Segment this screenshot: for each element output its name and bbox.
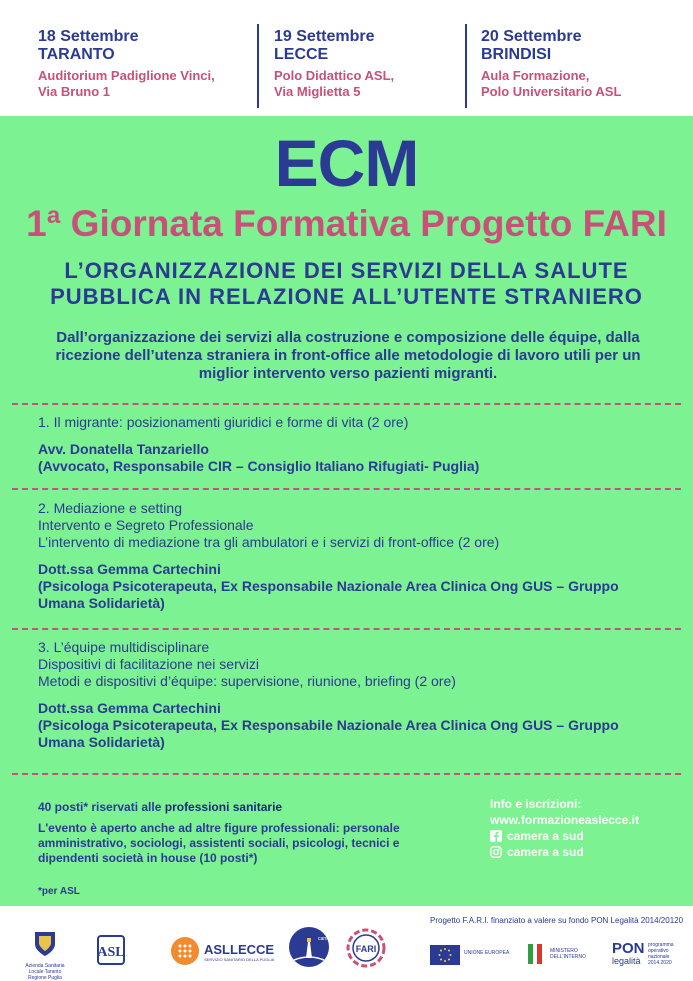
pon-logo (612, 940, 692, 972)
ministero-logo (528, 942, 598, 972)
event-address: Via Miglietta 5 (274, 84, 361, 99)
lighthouse-icon (288, 926, 335, 968)
posti-highlight: professioni sanitarie (164, 800, 283, 814)
facebook-icon (490, 830, 502, 842)
asl-taranto-logo (20, 928, 70, 981)
session-topic: 1. Il migrante: posizionamenti giuridici e forme di vita (2 ore) (38, 414, 409, 430)
funding-note: Progetto F.A.R.I. finanziato a valere su fondo PON Legalità 2014/20120 (430, 916, 684, 925)
facebook-label: camera a sud (507, 829, 584, 843)
event-header (0, 0, 693, 116)
eu-label: UNIONE EUROPEA (464, 950, 510, 956)
event-taranto (38, 28, 215, 112)
svg-text:ASL: ASL (97, 945, 125, 960)
legalita-label: legalità (612, 956, 641, 966)
session-topic: 2. Mediazione e setting Intervento e Segreto Professionale L’intervento di mediazione tra gli ambulatori e i servizi di front-office (2 ore) (38, 500, 500, 550)
website-link[interactable]: www.formazioneaslecce.it (490, 813, 639, 827)
camera-label: camera (318, 936, 335, 942)
event-city: LECCE (274, 46, 329, 63)
subtitle (0, 258, 693, 310)
eu-flag-icon (430, 945, 460, 965)
instagram-label: camera a sud (507, 845, 584, 859)
event-brindisi (481, 28, 621, 112)
ministero-line: DELL'INTERNO (550, 954, 586, 960)
header-divider (257, 24, 259, 108)
event-venue: Polo Didattico ASL, (274, 68, 395, 83)
event-address: Via Bruno 1 (38, 84, 111, 99)
asl-lecce-dots-icon (170, 936, 200, 966)
italy-flag-icon (528, 944, 542, 964)
event-date: 20 Settembre (481, 28, 582, 45)
instagram-icon (490, 846, 502, 858)
fari-icon (346, 928, 386, 968)
dashed-divider (12, 488, 681, 490)
event-date: 18 Settembre (38, 28, 139, 45)
facebook-link[interactable] (490, 828, 680, 844)
event-date: 19 Settembre (274, 28, 375, 45)
open-text: L'evento è aperto anche ad altre figure professionali: personale amministrativo, sociologi, assistenti sociali, psicologi, tecnici e dipendenti società in house (10 posti*) (38, 821, 400, 865)
header-divider (465, 24, 467, 108)
dashed-divider (12, 773, 681, 775)
ministero-name (550, 948, 586, 960)
asl-lecce-name: ASLLECCE (204, 942, 275, 957)
contact-info (490, 796, 680, 860)
participants-info (38, 800, 458, 899)
session-3 (38, 639, 668, 751)
dashed-divider (12, 403, 681, 405)
footnote: *per ASL (38, 886, 80, 897)
logos-strip (0, 906, 693, 980)
posti-text (38, 800, 458, 815)
fari-label: FARI (355, 944, 377, 954)
event-lecce (274, 28, 394, 112)
giornata-title: 1ª Giornata Formativa Progetto FARI (26, 203, 667, 244)
asl-taranto-name: Azienda Sanitaria Locale Taranto (25, 963, 65, 975)
subtitle-line: L’ORGANIZZAZIONE DEI SERVIZI DELLA SALUTE (64, 258, 629, 283)
event-city: TARANTO (38, 46, 115, 63)
event-venue: Aula Formazione, (481, 68, 590, 83)
ministero-line: MINISTERO (550, 948, 578, 954)
ecm-title: ECM (274, 126, 419, 200)
asl-lecce-sub: SERVIZIO SANITARIO DELLA PUGLIA (204, 957, 275, 962)
session-speaker: Dott.ssa Gemma Cartechini (Psicologa Psicoterapeuta, Ex Responsabile Nazionale Area Clinica Ong GUS – Gruppo Umana Solidarietà) (38, 561, 619, 611)
event-city: BRINDISI (481, 46, 552, 63)
eu-logo (430, 942, 510, 968)
posti-prefix: 40 posti* riservati alle (38, 800, 165, 814)
asl-taranto-region: Regione Puglia (28, 975, 62, 981)
main-panel (0, 116, 693, 906)
session-topic: 3. L’équipe multidisciplinare Dispositivi di facilitazione nei servizi Metodi e dispositivi d’équipe: supervisione, riunione, briefing (2 ore) (38, 639, 456, 689)
session-speaker: Dott.ssa Gemma Cartechini (Psicologa Psicoterapeuta, Ex Responsabile Nazionale Area Clinica Ong GUS – Gruppo Umana Solidarietà) (38, 700, 619, 750)
crest-icon (30, 928, 60, 958)
subtitle-line: PUBBLICA IN RELAZIONE ALL’UTENTE STRANIERO (50, 284, 643, 309)
pon-label: PON (612, 940, 645, 957)
fari-logo (346, 928, 386, 973)
camera-a-sud-logo (288, 926, 335, 973)
session-speaker: Avv. Donatella Tanzariello (Avvocato, Responsabile CIR – Consiglio Italiano Rifugiati- Puglia) (38, 441, 480, 474)
dashed-divider (12, 628, 681, 630)
event-venue: Auditorium Padiglione Vinci, (38, 68, 215, 83)
info-title: Info e iscrizioni: (490, 797, 582, 811)
asl-lecce-logo (170, 936, 275, 966)
intro-text: Dall’organizzazione dei servizi alla costruzione e composizione delle équipe, dalla ricezione dell’utenza straniera in front-office alle metodologie di lavoro utili per un miglior intervento verso pazienti migranti. (55, 329, 641, 382)
asl-brindisi-icon (96, 934, 126, 966)
event-address: Polo Universitario ASL (481, 84, 622, 99)
asl-brindisi-logo (96, 934, 126, 971)
session-1 (38, 414, 668, 475)
session-2 (38, 500, 668, 612)
programme-label: programma operativo nazionale 2014.2020 (648, 942, 674, 966)
instagram-link[interactable] (490, 844, 680, 860)
